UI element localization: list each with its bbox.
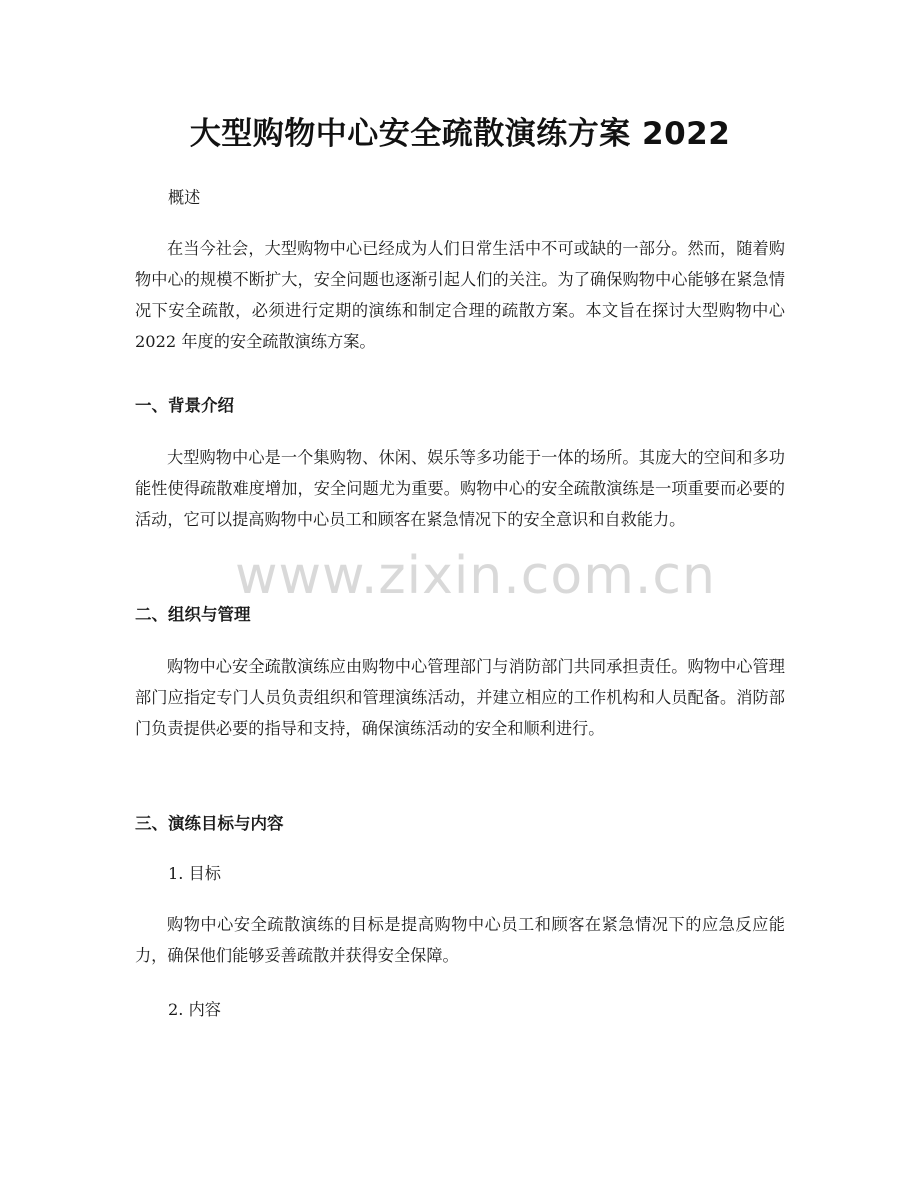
document-title: 大型购物中心安全疏散演练方案 2022 xyxy=(189,116,731,152)
section-2 xyxy=(135,603,785,627)
subsection-label: 2. 内容 xyxy=(168,1000,221,1019)
section-heading: 一、背景介绍 xyxy=(135,396,234,415)
section-3 xyxy=(135,812,785,836)
section-3-sub1 xyxy=(135,862,785,886)
overview-paragraph: 在当今社会，大型购物中心已经成为人们日常生活中不可或缺的一部分。然而，随着购物中心的规模不断扩大，安全问题也逐渐引起人们的关注。为了确保购物中心能够在紧急情况下安全疏散，必须进行定期的演练和制定合理的疏散方案。本文旨在探讨大型购物中心 2022 年度的安全疏散演练方案。 xyxy=(135,239,785,351)
section-1-body xyxy=(135,442,785,535)
section-3-sub2 xyxy=(135,998,785,1022)
section-3-sub1-body xyxy=(135,909,785,971)
watermark-text: www.zixin.com.cn xyxy=(235,546,716,606)
section-2-body xyxy=(135,651,785,744)
section-1 xyxy=(135,394,785,418)
section-paragraph: 大型购物中心是一个集购物、休闲、娱乐等多功能于一体的场所。其庞大的空间和多功能性使得疏散难度增加，安全问题尤为重要。购物中心的安全疏散演练是一项重要而必要的活动，它可以提高购物中心员工和顾客在紧急情况下的安全意识和自救能力。 xyxy=(135,448,785,529)
section-paragraph: 购物中心安全疏散演练应由购物中心管理部门与消防部门共同承担责任。购物中心管理部门应指定专门人员负责组织和管理演练活动，并建立相应的工作机构和人员配备。消防部门负责提供必要的指导和支持，确保演练活动的安全和顺利进行。 xyxy=(135,657,785,738)
overview-paragraph-block xyxy=(135,233,785,357)
subsection-label: 1. 目标 xyxy=(168,864,221,883)
section-heading: 二、组织与管理 xyxy=(135,605,251,624)
subsection-paragraph: 购物中心安全疏散演练的目标是提高购物中心员工和顾客在紧急情况下的应急反应能力，确保他们能够妥善疏散并获得安全保障。 xyxy=(135,915,785,965)
overview-label: 概述 xyxy=(168,188,201,207)
overview-block xyxy=(135,186,785,210)
section-heading: 三、演练目标与内容 xyxy=(135,814,284,833)
